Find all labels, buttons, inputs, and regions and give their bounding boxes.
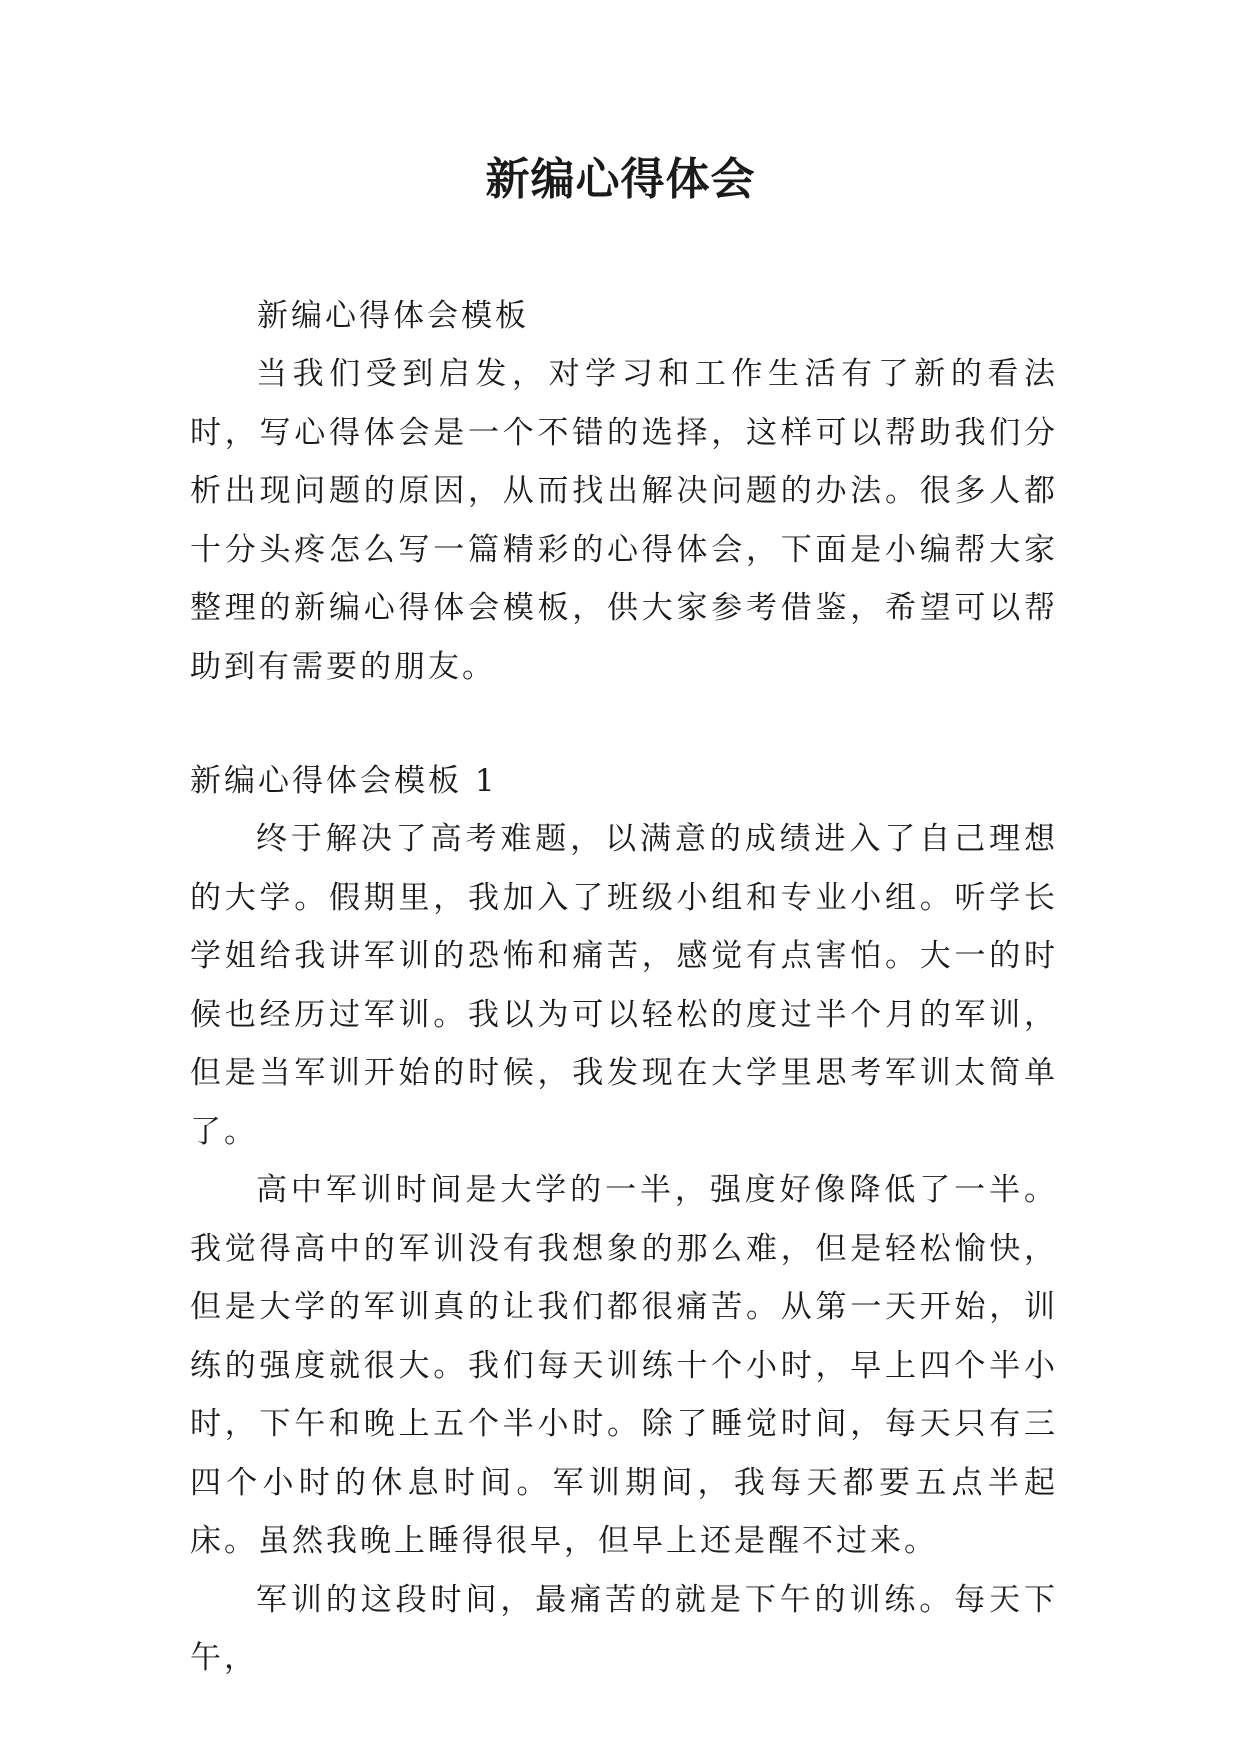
- intro-block: [190, 345, 1058, 696]
- section-paragraph-1: 终于解决了高考难题，以满意的成绩进入了自己理想的大学。假期里，我加入了班级小组和专业小组。听学长学姐给我讲军训的恐怖和痛苦，感觉有点害怕。大一的时候也经历过军训。我以为可以轻松的度过半个月的军训，但是当军训开始的时候，我发现在大学里思考军训太简单了。: [190, 821, 1058, 1150]
- section-paragraph-3: 军训的这段时间，最痛苦的就是下午的训练。每天下午，: [190, 1581, 1058, 1676]
- intro-paragraph: 当我们受到启发，对学习和工作生活有了新的看法时，写心得体会是一个不错的选择，这样可以帮助我们分析出现问题的原因，从而找出解决问题的办法。很多人都十分头疼怎么写一篇精彩的心得体会，下面是小编帮大家整理的新编心得体会模板，供大家参考借鉴，希望可以帮助到有需要的朋友。: [190, 356, 1058, 685]
- section-heading: 新编心得体会模板 1: [190, 763, 498, 799]
- section-body: [190, 810, 1058, 1688]
- document-title: 新编心得体会: [485, 154, 756, 205]
- template-subtitle: 新编心得体会模板: [257, 298, 529, 334]
- section-paragraph-2: 高中军训时间是大学的一半，强度好像降低了一半。我觉得高中的军训没有我想象的那么难，但是轻松愉快，但是大学的军训真的让我们都很痛苦。从第一天开始，训练的强度就很大。我们每天训练十个小时，早上四个半小时，下午和晚上五个半小时。除了睡觉时间，每天只有三四个小时的休息时间。军训期间，我每天都要五点半起床。虽然我晚上睡得很早，但早上还是醒不过来。: [190, 1172, 1058, 1559]
